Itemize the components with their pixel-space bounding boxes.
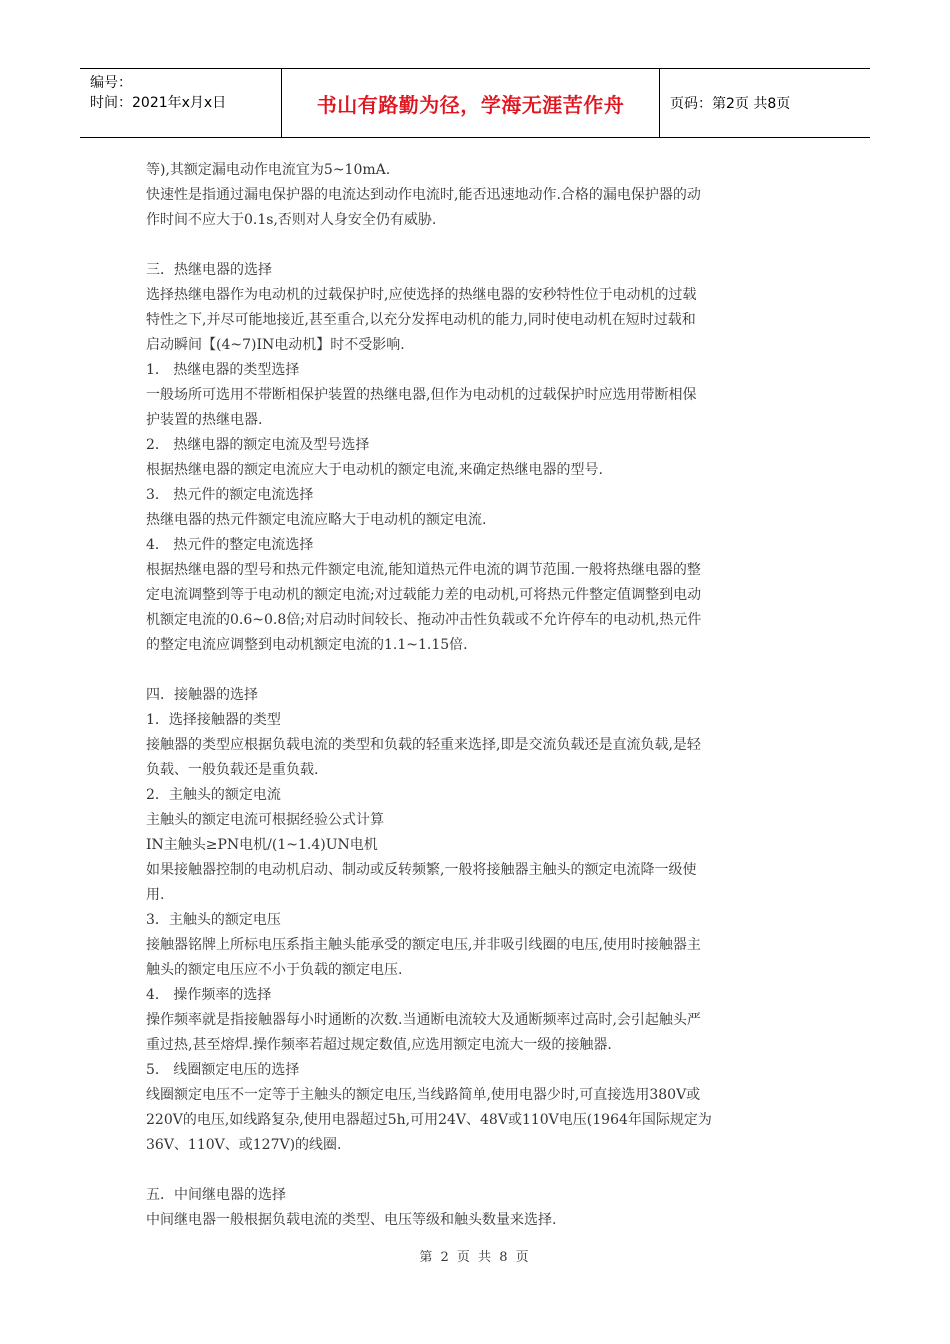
text-line: 用. [146,887,165,903]
text-line: 的整定电流应调整到电动机额定电流的1.1~1.15倍. [146,637,468,653]
text-line: 如果接触器控制的电动机启动、制动或反转频繁,一般将接触器主触头的额定电流降一级使 [146,862,697,878]
text-line: 五．中间继电器的选择 [146,1187,286,1203]
header-motto: 书山有路勤为径，学海无涯苦作舟 [316,92,625,117]
text-line: 等),其额定漏电动作电流宜为5~10mA. [146,162,391,178]
text-line: 启动瞬间【(4~7)IN电动机】时不受影响. [146,337,405,353]
header-meta [80,69,282,137]
text-line: 3．主触头的额定电压 [146,912,281,928]
text-line: 特性之下,并尽可能地接近,甚至重合,以充分发挥电动机的能力,同时使电动机在短时过载和 [146,312,696,328]
text-line: 中间继电器一般根据负载电流的类型、电压等级和触头数量来选择. [146,1212,557,1228]
blank-line [146,233,808,258]
text-line: 根据热继电器的型号和热元件额定电流,能知道热元件电流的调节范围.一般将热继电器的整 [146,562,701,578]
text-line: 作时间不应大于0.1s,否则对人身安全仍有威胁. [146,212,437,228]
header-time: 时间：2021年x月x日 [90,95,227,111]
text-line: 36V、110V、或127V)的线圈. [146,1137,342,1153]
text-line: 选择热继电器作为电动机的过载保护时,应使选择的热继电器的安秒特性位于电动机的过载 [146,287,697,303]
text-line: 操作频率就是指接触器每小时通断的次数.当通断电流较大及通断频率过高时,会引起触头严 [146,1012,701,1028]
text-line: 接触器铭牌上所标电压系指主触头能承受的额定电压,并非吸引线圈的电压,使用时接触器主 [146,937,701,953]
text-line: 热继电器的热元件额定电流应略大于电动机的额定电流. [146,512,487,528]
text-line: 1．选择接触器的类型 [146,712,281,728]
header-page-cell [660,69,870,137]
page-footer: 第 2 页 共 8 页 [419,1250,531,1265]
text-line: 快速性是指通过漏电保护器的电流达到动作电流时,能否迅速地动作.合格的漏电保护器的动 [146,187,701,203]
blank-line [146,658,808,683]
text-line: 3． 热元件的额定电流选择 [146,487,314,503]
document-body [146,158,808,1233]
text-line: 线圈额定电压不一定等于主触头的额定电压,当线路简单,使用电器少时,可直接选用380V或 [146,1087,701,1103]
text-line: 2． 热继电器的额定电流及型号选择 [146,437,370,453]
page-header [80,68,870,138]
text-line: 护装置的热继电器. [146,412,263,428]
header-page-number: 页码：第2页 共8页 [670,96,791,112]
text-line: 机额定电流的0.6~0.8倍;对启动时间较长、拖动冲击性负载或不允许停车的电动机,热元件 [146,612,702,628]
header-motto-cell [282,69,660,137]
text-line: 接触器的类型应根据负载电流的类型和负载的轻重来选择,即是交流负载还是直流负载,是轻 [146,737,701,753]
text-line: 4． 操作频率的选择 [146,987,272,1003]
text-line: IN主触头≥PN电机/(1~1.4)UN电机 [146,837,378,853]
text-line: 负载、一般负载还是重负载. [146,762,319,778]
text-line: 2．主触头的额定电流 [146,787,281,803]
text-line: 四．接触器的选择 [146,687,258,703]
header-number: 编号： [90,75,132,91]
text-line: 一般场所可选用不带断相保护装置的热继电器,但作为电动机的过载保护时应选用带断相保 [146,387,697,403]
text-line: 220V的电压,如线路复杂,使用电器超过5h,可用24V、48V或110V电压(1964年国际规定为 [146,1112,712,1128]
text-line: 定电流调整到等于电动机的额定电流;对过载能力差的电动机,可将热元件整定值调整到电动 [146,587,702,603]
text-line: 5． 线圈额定电压的选择 [146,1062,300,1078]
text-line: 根据热继电器的额定电流应大于电动机的额定电流,来确定热继电器的型号. [146,462,603,478]
blank-line [146,1158,808,1183]
text-line: 重过热,甚至熔焊.操作频率若超过规定数值,应选用额定电流大一级的接触器. [146,1037,612,1053]
text-line: 触头的额定电压应不小于负载的额定电压. [146,962,403,978]
text-line: 4． 热元件的整定电流选择 [146,537,314,553]
text-line: 主触头的额定电流可根据经验公式计算 [146,812,384,828]
text-line: 1． 热继电器的类型选择 [146,362,300,378]
text-line: 三．热继电器的选择 [146,262,272,278]
